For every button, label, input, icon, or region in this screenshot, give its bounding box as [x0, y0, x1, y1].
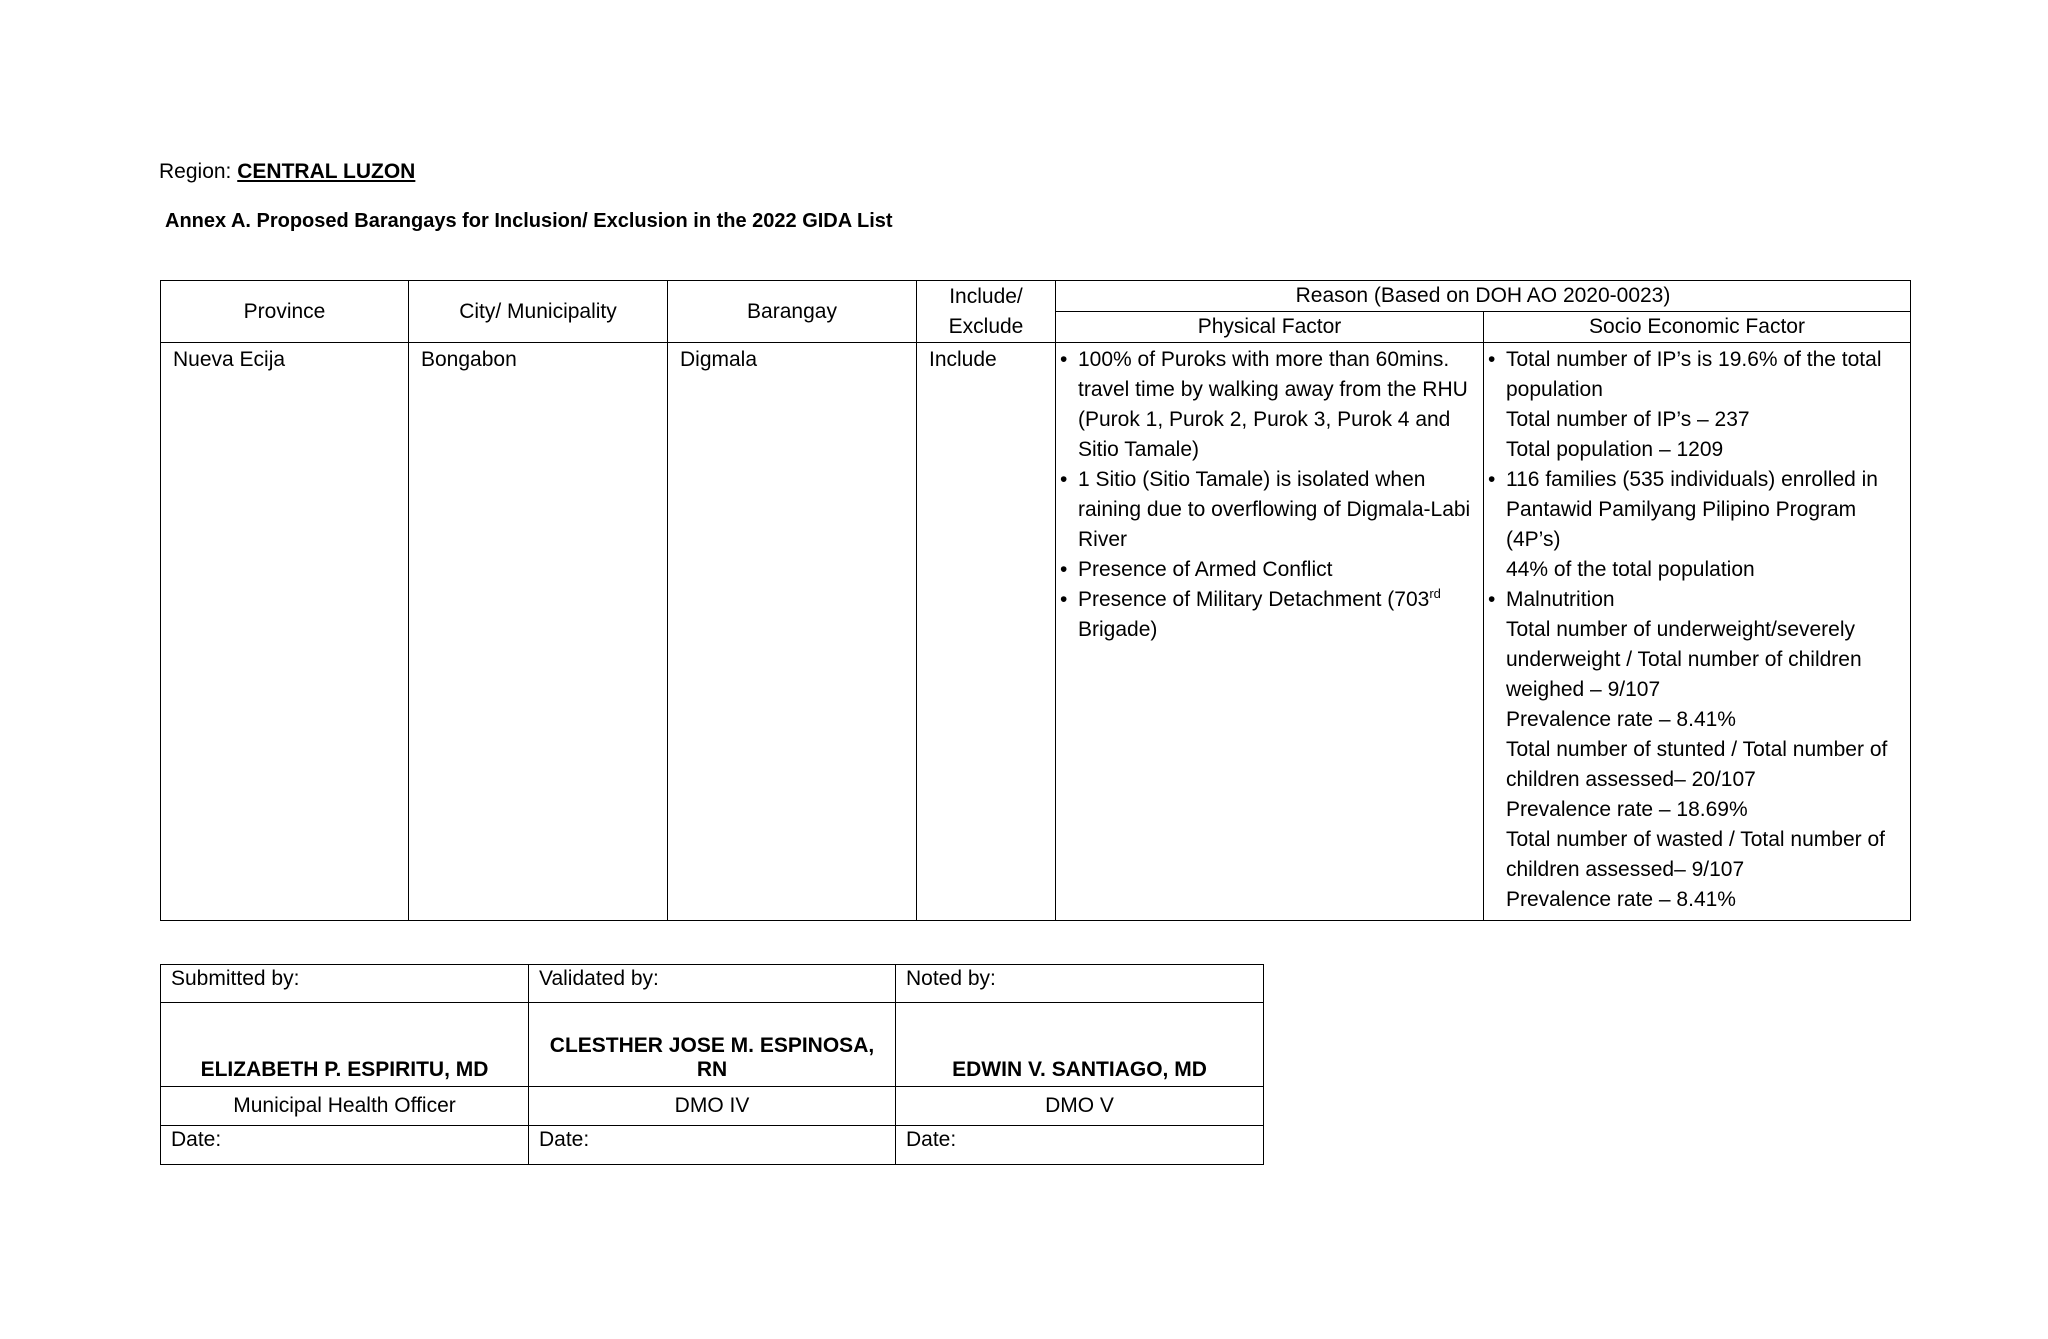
- header-province: Province: [161, 281, 409, 343]
- header-physical-factor: Physical Factor: [1056, 312, 1484, 343]
- cell-socio-economic-factor: [1484, 343, 1911, 921]
- socio-detail: Total number of stunted / Total number of children assessed– 20/107: [1506, 738, 1888, 791]
- validated-by-name: CLESTHER JOSE M. ESPINOSA, RN: [529, 1003, 896, 1087]
- socio-detail: Total number of IP’s – 237: [1506, 408, 1750, 431]
- physical-item: • Presence of Armed Conflict: [1060, 555, 1479, 585]
- socio-detail: Prevalence rate – 8.41%: [1506, 888, 1736, 911]
- noted-by-label: Noted by:: [896, 965, 1264, 1003]
- socio-item: • Malnutrition: [1488, 585, 1906, 615]
- socio-item: • 116 families (535 individuals) enrolled in Pantawid Pamilyang Pilipino Program (4P’s): [1488, 465, 1906, 555]
- validated-by-title: DMO IV: [529, 1087, 896, 1126]
- validated-by-label: Validated by:: [529, 965, 896, 1003]
- header-include-exclude: Include/ Exclude: [917, 281, 1056, 343]
- socio-detail: Total population – 1209: [1506, 438, 1724, 461]
- socio-item: • Total number of IP’s is 19.6% of the total population: [1488, 345, 1906, 405]
- physical-item: • 1 Sitio (Sitio Tamale) is isolated when raining due to overflowing of Digmala-Labi River: [1060, 465, 1479, 555]
- socio-detail: 44% of the total population: [1506, 558, 1755, 581]
- signatory-table: [160, 964, 1264, 1165]
- noted-date: Date:: [896, 1126, 1264, 1165]
- socio-detail: Total number of underweight/severely underweight / Total number of children weighed – 9/107: [1506, 618, 1862, 701]
- region-value: CENTRAL LUZON: [237, 160, 416, 183]
- physical-item: • Presence of Military Detachment (703rd Brigade): [1060, 585, 1479, 645]
- submitted-by-title: Municipal Health Officer: [161, 1087, 529, 1126]
- submitted-by-name: ELIZABETH P. ESPIRITU, MD: [161, 1003, 529, 1087]
- region-label: Region:: [159, 160, 232, 183]
- submitted-by-label: Submitted by:: [161, 965, 529, 1003]
- cell-city-municipality: Bongabon: [409, 343, 668, 921]
- header-reason: Reason (Based on DOH AO 2020-0023): [1056, 281, 1911, 312]
- socio-detail: Prevalence rate – 18.69%: [1506, 798, 1748, 821]
- noted-by-title: DMO V: [896, 1087, 1264, 1126]
- header-city-municipality: City/ Municipality: [409, 281, 668, 343]
- noted-by-name: EDWIN V. SANTIAGO, MD: [896, 1003, 1264, 1087]
- submitted-date: Date:: [161, 1126, 529, 1165]
- annex-title: Annex A. Proposed Barangays for Inclusion/ Exclusion in the 2022 GIDA List: [165, 210, 893, 232]
- cell-barangay: Digmala: [668, 343, 917, 921]
- barangay-table: [160, 280, 1911, 921]
- physical-item: • 100% of Puroks with more than 60mins. travel time by walking away from the RHU (Purok 1, Purok 2, Purok 3, Purok 4 and Sitio Tamale): [1060, 345, 1479, 465]
- cell-include-exclude: Include: [917, 343, 1056, 921]
- header-barangay: Barangay: [668, 281, 917, 343]
- validated-date: Date:: [529, 1126, 896, 1165]
- socio-detail: Total number of wasted / Total number of children assessed– 9/107: [1506, 828, 1885, 881]
- socio-detail: Prevalence rate – 8.41%: [1506, 708, 1736, 731]
- header-socio-economic-factor: Socio Economic Factor: [1484, 312, 1911, 343]
- region-line: [159, 160, 415, 184]
- cell-province: Nueva Ecija: [161, 343, 409, 921]
- table-row: [161, 343, 1911, 921]
- cell-physical-factor: [1056, 343, 1484, 921]
